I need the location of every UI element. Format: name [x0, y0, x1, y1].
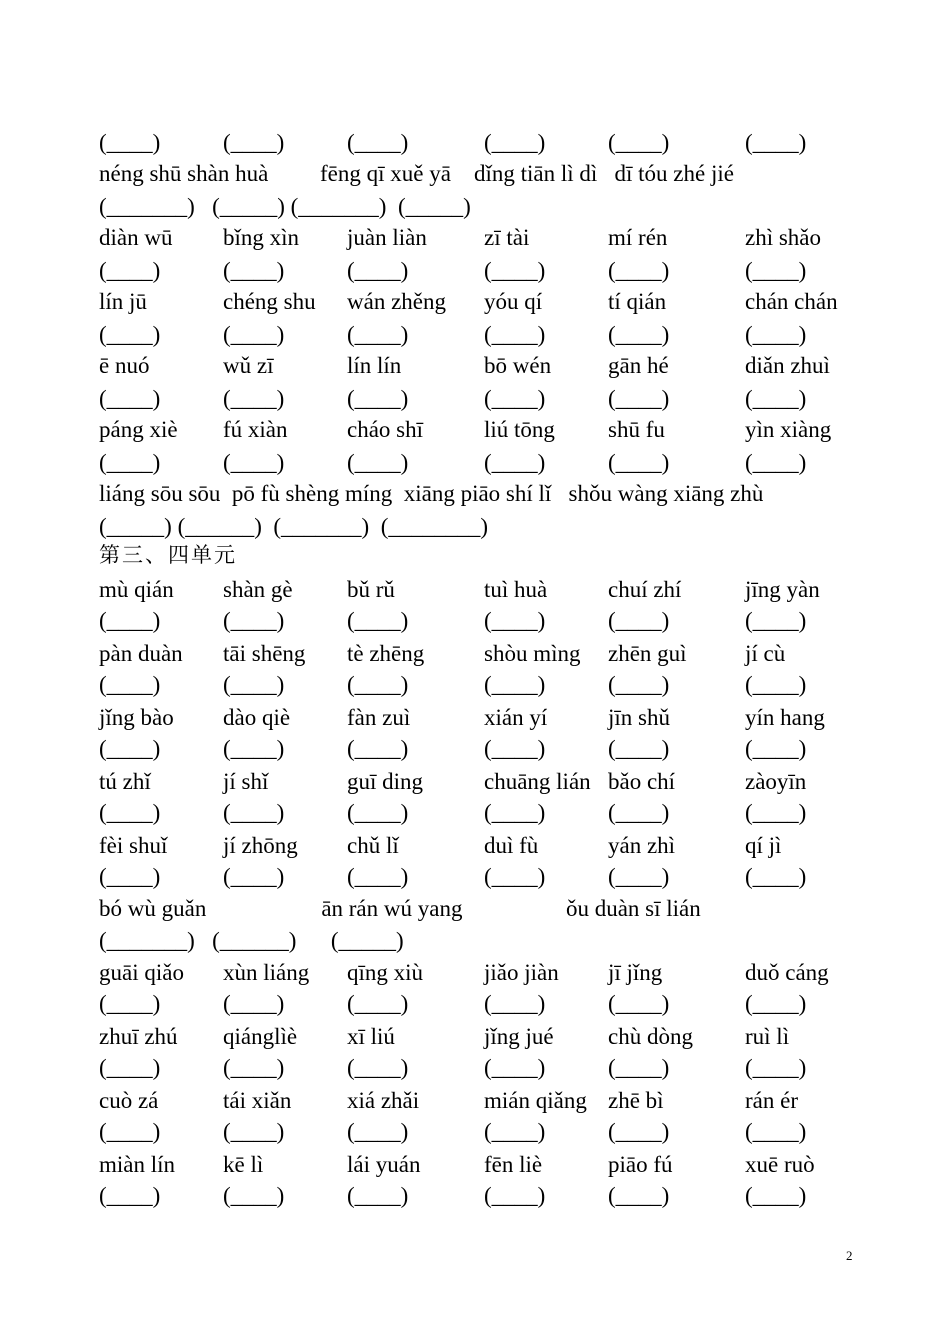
pinyin-word: pàn duàn	[99, 641, 183, 666]
answer-blank: (____)	[99, 800, 161, 825]
answer-blank: (____)	[484, 800, 546, 825]
pinyin-row	[99, 1149, 859, 1181]
answer-blank-row	[99, 797, 859, 829]
answer-blank-row	[99, 1180, 859, 1212]
pinyin-word: rán ér	[745, 1088, 798, 1113]
pinyin-word: yìn xiàng	[745, 417, 832, 442]
pinyin-row	[99, 1021, 859, 1053]
answer-blank: (____)	[484, 1055, 546, 1080]
pinyin-word: gān hé	[608, 353, 669, 378]
pinyin-word: mí rén	[608, 225, 668, 250]
pinyin-word: zhēn guì	[608, 641, 687, 666]
answer-blank: (____)	[347, 130, 409, 155]
answer-blank-row	[99, 447, 859, 479]
answer-blank: (____)	[223, 736, 285, 761]
pinyin-word: shū fu	[608, 417, 665, 442]
answer-blank: (____)	[745, 864, 807, 889]
pinyin-word: jí zhōng	[223, 833, 298, 858]
pinyin-word: jí cù	[745, 641, 786, 666]
answer-blank: (____)	[347, 736, 409, 761]
answer-blank: (____)	[484, 386, 546, 411]
pinyin-word: bǔ rǔ	[347, 577, 395, 602]
pinyin-word: mián qiǎng	[484, 1088, 587, 1113]
pinyin-word: zàoyīn	[745, 769, 807, 794]
pinyin-row	[99, 766, 859, 798]
answer-blank: (____)	[745, 608, 807, 633]
pinyin-word: wán zhěng	[347, 289, 446, 314]
pinyin-word: xùn liáng	[223, 960, 310, 985]
pinyin-word: chǔ lǐ	[347, 833, 399, 858]
answer-blank: (____)	[99, 450, 161, 475]
pinyin-row	[99, 638, 859, 670]
pinyin-word: jī jǐng	[608, 960, 663, 985]
pinyin-row	[99, 1085, 859, 1117]
pinyin-row	[99, 414, 859, 446]
answer-blank: (____)	[347, 322, 409, 347]
answer-blank: (____)	[347, 608, 409, 633]
pinyin-word: wǔ zī	[223, 353, 274, 378]
pinyin-word: duǒ cáng	[745, 960, 829, 985]
answer-blank-row	[99, 255, 859, 287]
section-heading: 第三、四单元	[99, 543, 237, 567]
pinyin-word: xuē ruò	[745, 1152, 815, 1177]
answer-blank: (____)	[484, 736, 546, 761]
pinyin-word: ruì lì	[745, 1024, 790, 1049]
answer-blank-row	[99, 861, 859, 893]
answer-blank: (____)	[484, 672, 546, 697]
pinyin-word: páng xiè	[99, 417, 178, 442]
pinyin-word: xián yí	[484, 705, 548, 730]
pinyin-word: jiǎo jiàn	[484, 960, 559, 985]
pinyin-word: guī ding	[347, 769, 424, 794]
pinyin-word: juàn liàn	[347, 225, 427, 250]
answer-blank: (____)	[484, 864, 546, 889]
pinyin-row	[99, 957, 859, 989]
pinyin-word: fēn liè	[484, 1152, 543, 1177]
pinyin-row	[99, 574, 859, 606]
answer-blank-row	[99, 1116, 859, 1148]
answer-blank: (____)	[223, 1055, 285, 1080]
answer-blank: (____)	[223, 322, 285, 347]
pinyin-word: chù dòng	[608, 1024, 693, 1049]
pinyin-word: lái yuán	[347, 1152, 421, 1177]
pinyin-word: tāi shēng	[223, 641, 306, 666]
answer-blank: (____)	[608, 1055, 670, 1080]
answer-blank: (____)	[223, 864, 285, 889]
pinyin-word: lín jū	[99, 289, 147, 314]
answer-blank: (____)	[608, 1119, 670, 1144]
answer-blank: (____)	[99, 991, 161, 1016]
pinyin-word: xiá zhǎi	[347, 1088, 420, 1113]
pinyin-word: qīng xiù	[347, 960, 424, 985]
answer-blank: (____)	[99, 864, 161, 889]
pinyin-word: xī liú	[347, 1024, 395, 1049]
exercise-line: néng shū shàn huà fēng qī xuě yā dǐng tiān lì dì dī tóu zhé jié	[99, 161, 734, 186]
answer-blank: (____)	[99, 322, 161, 347]
answer-blank: (____)	[608, 450, 670, 475]
answer-blank: (____)	[484, 991, 546, 1016]
answer-blank: (____)	[347, 991, 409, 1016]
answer-blank-row	[99, 733, 859, 765]
answer-blank: (____)	[608, 672, 670, 697]
answer-blank: (____)	[484, 258, 546, 283]
pinyin-word: diǎn zhuì	[745, 353, 830, 378]
answer-blank: (____)	[484, 608, 546, 633]
pinyin-word: fú xiàn	[223, 417, 288, 442]
answer-blank: (____)	[99, 258, 161, 283]
pinyin-word: jǐng bào	[99, 705, 174, 730]
answer-blank: (____)	[347, 672, 409, 697]
pinyin-word: chéng shu	[223, 289, 316, 314]
pinyin-word: jí shǐ	[223, 769, 269, 794]
answer-blank: (____)	[99, 130, 161, 155]
answer-blank: (____)	[608, 322, 670, 347]
answer-blank: (____)	[484, 322, 546, 347]
pinyin-word: jīn shǔ	[608, 705, 670, 730]
pinyin-word: zhì shǎo	[745, 225, 822, 250]
pinyin-word: tái xiǎn	[223, 1088, 292, 1113]
pinyin-word: diàn wū	[99, 225, 173, 250]
answer-blank: (____)	[99, 1183, 161, 1208]
exercise-line: (_______) (_____) (_______) (_____)	[99, 194, 471, 219]
pinyin-word: jǐng jué	[484, 1024, 554, 1049]
answer-blank: (____)	[223, 258, 285, 283]
pinyin-word: kē lì	[223, 1152, 264, 1177]
answer-blank: (____)	[99, 736, 161, 761]
pinyin-word: fèi shuǐ	[99, 833, 168, 858]
answer-blank: (____)	[347, 450, 409, 475]
pinyin-word: yán zhì	[608, 833, 676, 858]
exercise-line: liáng sōu sōu pō fù shèng míng xiāng piāo shí lǐ shǒu wàng xiāng zhù	[99, 481, 764, 506]
pinyin-word: qiánglìè	[223, 1024, 298, 1049]
answer-blank: (____)	[347, 864, 409, 889]
answer-blank: (____)	[745, 258, 807, 283]
answer-blank: (____)	[484, 1183, 546, 1208]
pinyin-word: chuí zhí	[608, 577, 682, 602]
pinyin-row	[99, 222, 859, 254]
pinyin-word: tè zhēng	[347, 641, 425, 666]
answer-blank: (____)	[223, 130, 285, 155]
pinyin-word: fàn zuì	[347, 705, 411, 730]
pinyin-word: cháo shī	[347, 417, 424, 442]
answer-blank: (____)	[608, 991, 670, 1016]
answer-blank: (____)	[223, 800, 285, 825]
answer-blank-row	[99, 319, 859, 351]
answer-blank: (____)	[99, 386, 161, 411]
answer-blank-row	[99, 605, 859, 637]
pinyin-word: liú tōng	[484, 417, 555, 442]
pinyin-word: bǎo chí	[608, 769, 676, 794]
exercise-line: bó wù guǎn ān rán wú yang ǒu duàn sī lián	[99, 896, 701, 921]
pinyin-word: ē nuó	[99, 353, 150, 378]
pinyin-word: shàn gè	[223, 577, 293, 602]
pinyin-word: guāi qiǎo	[99, 960, 184, 985]
pinyin-word: tuì huà	[484, 577, 548, 602]
pinyin-word: duì fù	[484, 833, 539, 858]
answer-blank: (____)	[608, 736, 670, 761]
page-number: 2	[846, 1248, 853, 1263]
answer-blank: (____)	[608, 386, 670, 411]
answer-blank: (____)	[347, 258, 409, 283]
answer-blank: (____)	[745, 672, 807, 697]
answer-blank: (____)	[223, 1119, 285, 1144]
pinyin-word: chán chán	[745, 289, 838, 314]
answer-blank: (____)	[608, 800, 670, 825]
exercise-line: (_______) (______) (_____)	[99, 928, 404, 953]
answer-blank-row	[99, 1052, 859, 1084]
answer-blank: (____)	[99, 672, 161, 697]
answer-blank: (____)	[745, 1119, 807, 1144]
pinyin-word: qí jì	[745, 833, 782, 858]
pinyin-row	[99, 286, 859, 318]
answer-blank: (____)	[223, 386, 285, 411]
answer-blank: (____)	[745, 1055, 807, 1080]
answer-blank-row	[99, 127, 859, 159]
answer-blank: (____)	[745, 991, 807, 1016]
answer-blank: (____)	[745, 1183, 807, 1208]
pinyin-word: dào qiè	[223, 705, 291, 730]
answer-blank: (____)	[745, 386, 807, 411]
answer-blank: (____)	[745, 800, 807, 825]
answer-blank-row	[99, 669, 859, 701]
answer-blank-row	[99, 383, 859, 415]
pinyin-word: lín lín	[347, 353, 402, 378]
pinyin-row	[99, 702, 859, 734]
answer-blank: (____)	[99, 608, 161, 633]
answer-blank: (____)	[347, 1055, 409, 1080]
pinyin-word: bǐng xìn	[223, 225, 300, 250]
answer-blank: (____)	[608, 864, 670, 889]
pinyin-word: tí qián	[608, 289, 667, 314]
answer-blank: (____)	[99, 1055, 161, 1080]
pinyin-word: yín hang	[745, 705, 825, 730]
pinyin-word: zhuī zhú	[99, 1024, 178, 1049]
answer-blank: (____)	[608, 608, 670, 633]
answer-blank: (____)	[745, 130, 807, 155]
pinyin-row	[99, 830, 859, 862]
answer-blank: (____)	[608, 1183, 670, 1208]
answer-blank: (____)	[347, 1119, 409, 1144]
answer-blank: (____)	[347, 800, 409, 825]
pinyin-word: bō wén	[484, 353, 552, 378]
answer-blank: (____)	[608, 258, 670, 283]
pinyin-word: zhē bì	[608, 1088, 664, 1113]
pinyin-word: tú zhǐ	[99, 769, 151, 794]
pinyin-row	[99, 350, 859, 382]
pinyin-word: yóu qí	[484, 289, 543, 314]
pinyin-word: mù qián	[99, 577, 174, 602]
answer-blank: (____)	[99, 1119, 161, 1144]
answer-blank-row	[99, 988, 859, 1020]
answer-blank: (____)	[484, 450, 546, 475]
answer-blank: (____)	[745, 322, 807, 347]
exercise-line: (_____) (______) (_______) (________)	[99, 514, 489, 539]
answer-blank: (____)	[745, 736, 807, 761]
pinyin-word: jīng yàn	[745, 577, 820, 602]
answer-blank: (____)	[223, 991, 285, 1016]
pinyin-word: chuāng lián	[484, 769, 591, 794]
pinyin-word: piāo fú	[608, 1152, 673, 1177]
answer-blank: (____)	[223, 1183, 285, 1208]
pinyin-word: cuò zá	[99, 1088, 159, 1113]
answer-blank: (____)	[223, 608, 285, 633]
answer-blank: (____)	[347, 386, 409, 411]
answer-blank: (____)	[608, 130, 670, 155]
pinyin-word: zī tài	[484, 225, 530, 250]
pinyin-word: miàn lín	[99, 1152, 176, 1177]
answer-blank: (____)	[347, 1183, 409, 1208]
answer-blank: (____)	[484, 1119, 546, 1144]
pinyin-word: shòu mìng	[484, 641, 581, 666]
answer-blank: (____)	[745, 450, 807, 475]
answer-blank: (____)	[223, 450, 285, 475]
answer-blank: (____)	[484, 130, 546, 155]
answer-blank: (____)	[223, 672, 285, 697]
